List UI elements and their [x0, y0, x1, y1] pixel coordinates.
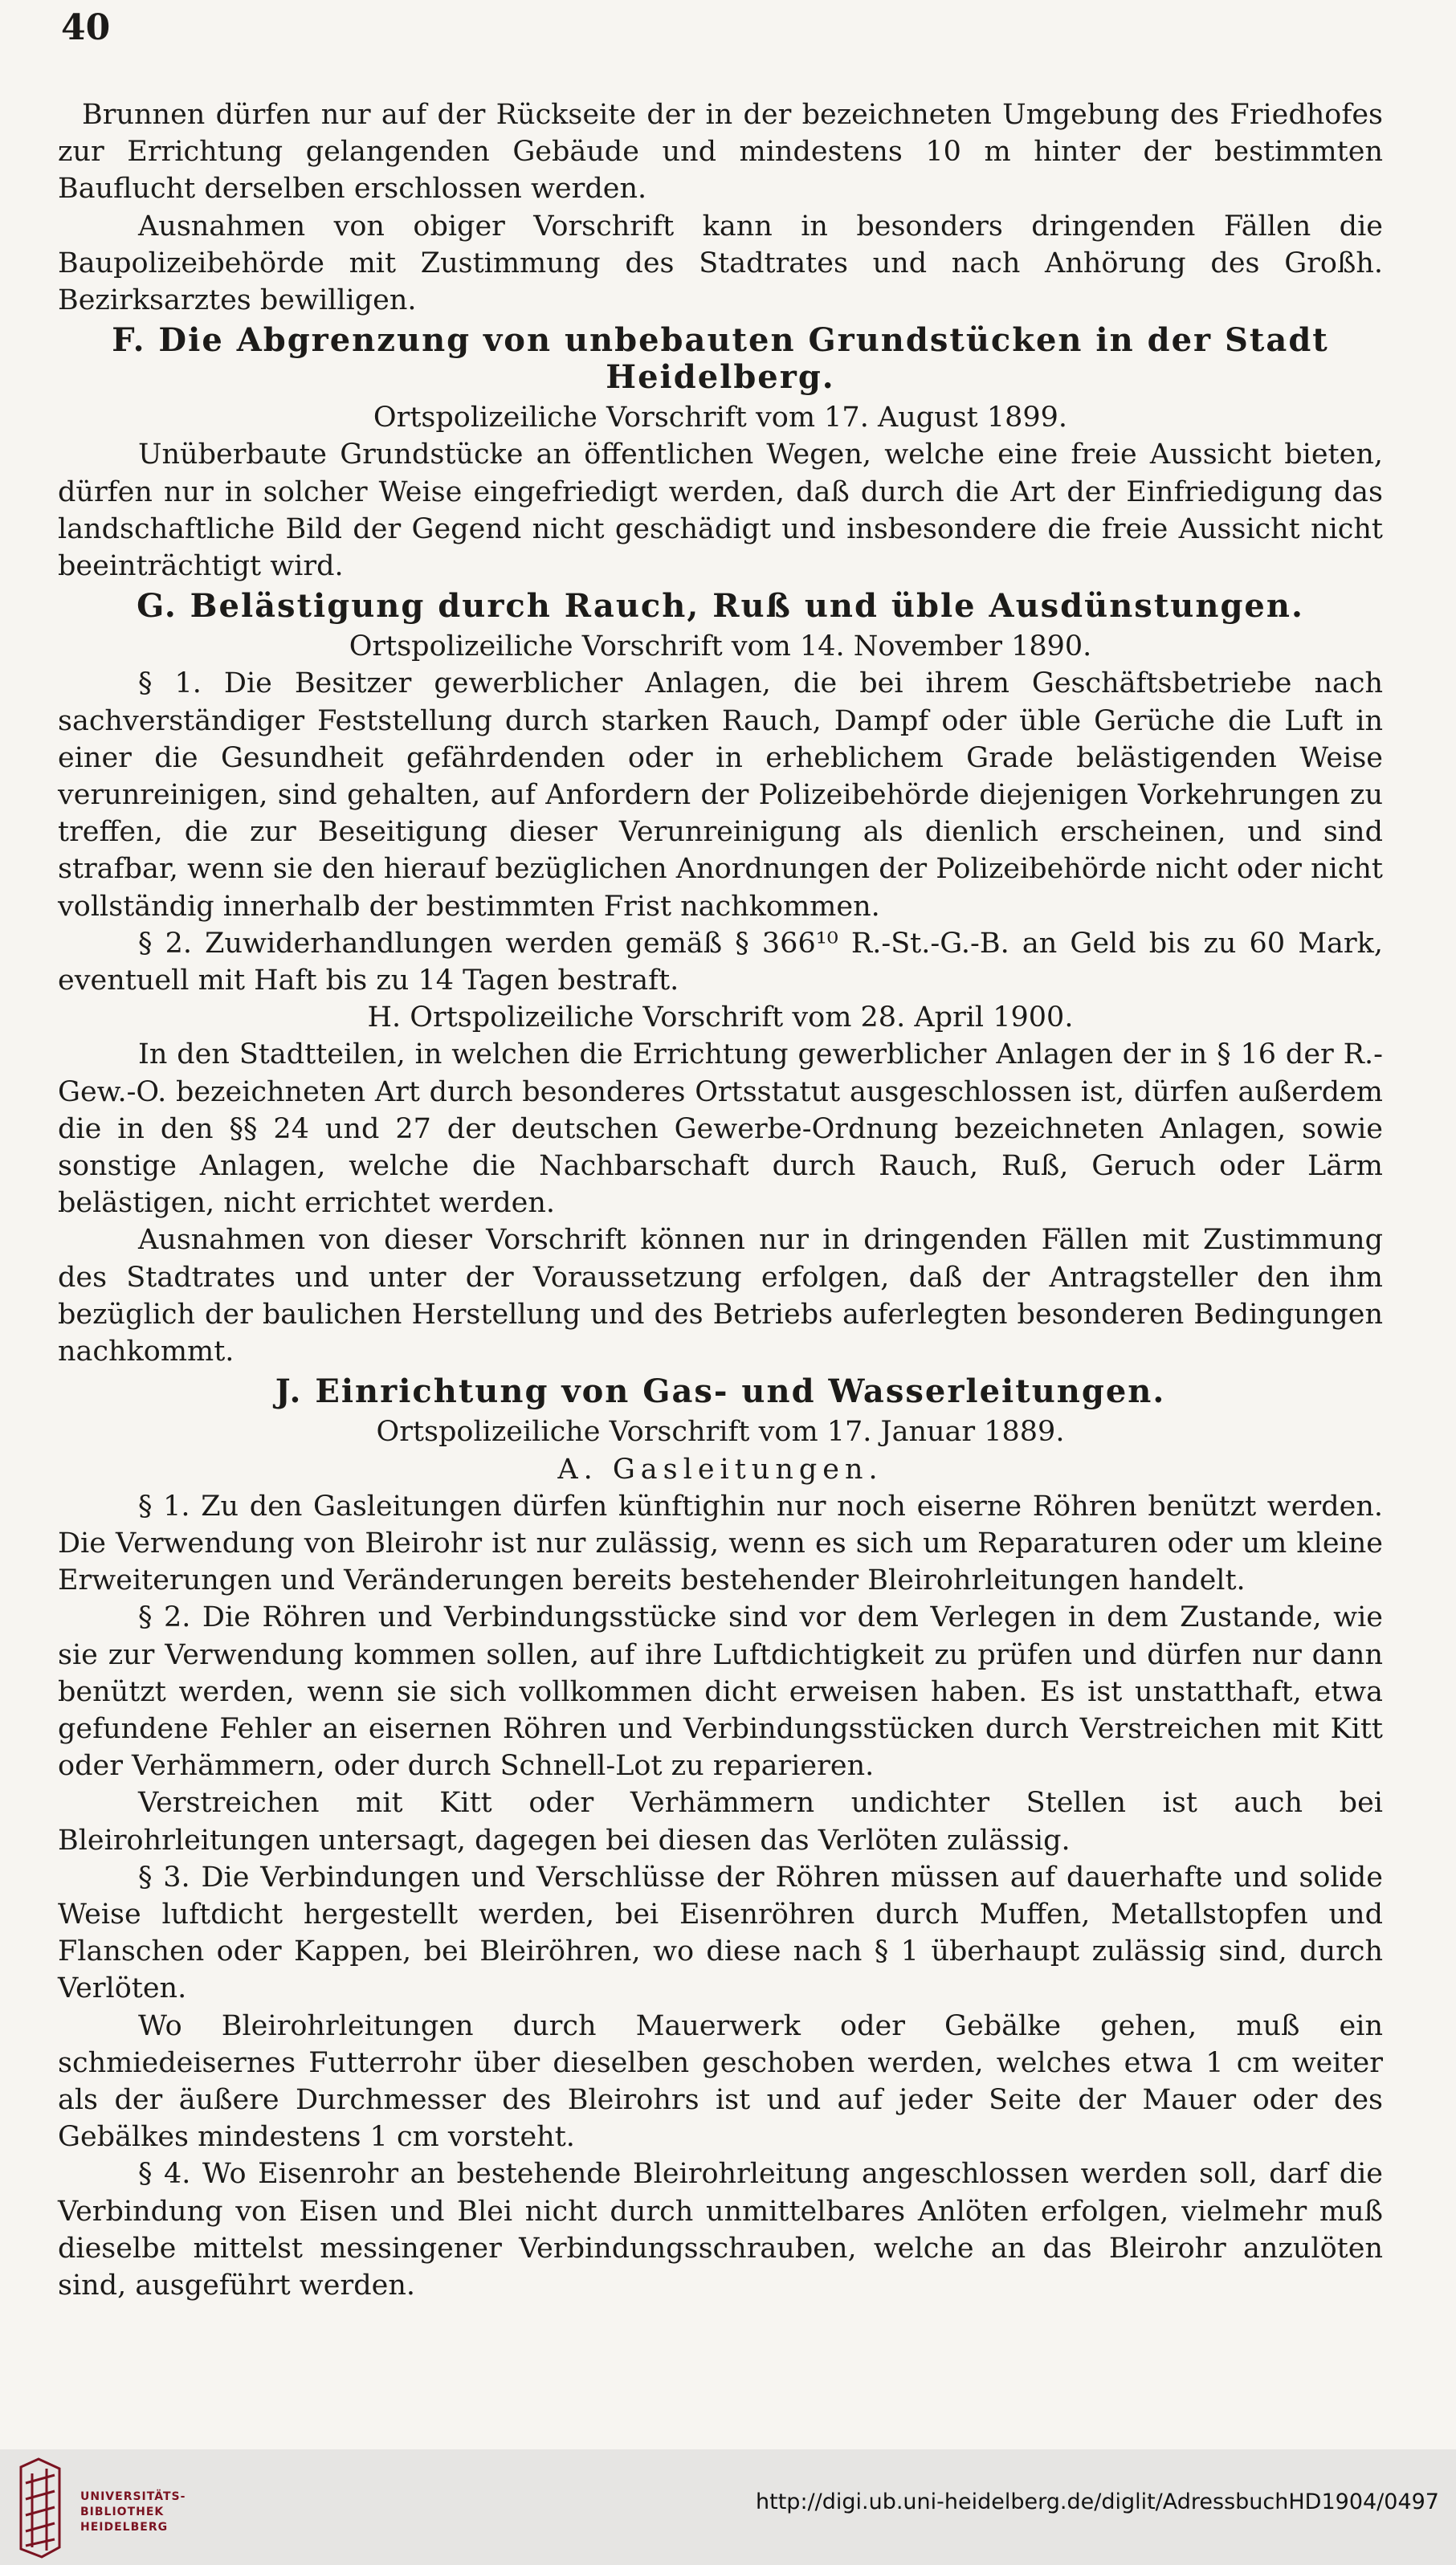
subsection-title: A. Gasleitungen.	[557, 1453, 883, 1486]
regulation-title: Ortspolizeiliche Vorschrift vom 14. November 1890.	[349, 630, 1092, 663]
page-number: 40	[61, 7, 111, 48]
paragraph: Unüberbaute Grundstücke an öffentlichen Wegen, welche eine freie Aussicht bieten, dürfen nur in solcher Weise eingefriedigt werden, daß durch die Art der Einfriedigung das landschaftliche Bild der Gegend nicht geschädigt und insbesondere die freie Aussicht nicht beeinträchtigt wird.	[58, 438, 1383, 583]
footer-bar	[0, 2449, 1456, 2565]
regulation-title: Ortspolizeiliche Vorschrift vom 17. Januar 1889.	[376, 1416, 1065, 1449]
section-heading: J. Einrichtung von Gas- und Wasserleitungen.	[275, 1372, 1166, 1411]
paragraph: Wo Bleirohrleitungen durch Mauerwerk oder Gebälke gehen, muß ein schmiedeisernes Futterrohr über dieselben geschoben werden, welches etwa 1 cm weiter als der äußere Durchmesser des Bleirohrs ist und auf jeder Seite der Mauer oder des Gebälkes mindestens 1 cm vorsteht.	[58, 2009, 1383, 2154]
regulation-title: Ortspolizeiliche Vorschrift vom 17. August 1899.	[373, 402, 1068, 434]
regulation-title: H. Ortspolizeiliche Vorschrift vom 28. April 1900.	[367, 1001, 1074, 1034]
paragraph: § 4. Wo Eisenrohr an bestehende Bleirohrleitung angeschlossen werden soll, darf die Verbindung von Eisen und Blei nicht durch unmittelbares Anlöten erfolgen, vielmehr muß dieselbe mittelst messingener Verbindungsschrauben, welche an das Bleirohr anzulöten sind, ausgeführt werden.	[58, 2158, 1383, 2302]
paragraph: Verstreichen mit Kitt oder Verhämmern undichter Stellen ist auch bei Bleirohrleitungen untersagt, dagegen bei diesen das Verlöten zulässig.	[58, 1787, 1383, 1857]
source-url-link[interactable]: http://digi.ub.uni-heidelberg.de/diglit/AdressbuchHD1904/0497	[756, 2490, 1439, 2514]
paragraph: Ausnahmen von obiger Vorschrift kann in besonders dringenden Fällen die Baupolizeibehörde mit Zustimmung des Stadtrates und nach Anhörung des Großh. Bezirksarztes bewilligen.	[58, 210, 1383, 317]
section-heading: G. Belästigung durch Rauch, Ruß und üble Ausdünstungen.	[137, 587, 1304, 626]
paragraph: § 1. Die Besitzer gewerblicher Anlagen, die bei ihrem Geschäftsbetriebe nach sachverständiger Feststellung durch starken Rauch, Dampf oder üble Gerüche die Luft in einer die Gesundheit gefährdenden oder in erheblichem Grade belästigenden Weise verunreinigen, sind gehalten, auf Anfordern der Polizeibehörde diejenigen Vorkehrungen zu treffen, die zur Beseitigung dieser Verunreinigung als dienlich erscheinen, und sind strafbar, wenn sie den hierauf bezüglichen Anordnungen der Polizeibehörde nicht oder nicht vollständig innerhalb der bestimmten Frist nachkommen.	[58, 667, 1383, 923]
paragraph: § 2. Zuwiderhandlungen werden gemäß § 366¹⁰ R.-St.-G.-B. an Geld bis zu 60 Mark, eventuell mit Haft bis zu 14 Tagen bestraft.	[58, 927, 1383, 997]
library-name-line: UNIVERSITÄTS-	[80, 2490, 186, 2503]
library-name-line: BIBLIOTHEK	[80, 2506, 165, 2518]
paragraph: § 2. Die Röhren und Verbindungsstücke sind vor dem Verlegen in dem Zustande, wie sie zur Verwendung kommen sollen, auf ihre Luftdichtigkeit zu prüfen und dürfen nur dann benützt werden, wenn sie sich vollkommen dicht erweisen haben. Es ist unstatthaft, etwa gefundene Fehler an eisernen Röhren und Verbindungsstücken durch Verstreichen mit Kitt oder Verhämmern, oder durch Schnell-Lot zu reparieren.	[58, 1601, 1383, 1783]
paragraph: § 3. Die Verbindungen und Verschlüsse der Röhren müssen auf dauerhafte und solide Weise luftdicht hergestellt werden, bei Eisenröhren durch Muffen, Metallstopfen und Flanschen oder Kappen, bei Bleiröhren, wo diese nach § 1 überhaupt zulässig sind, durch Verlöten.	[58, 1861, 1383, 2005]
paragraph: § 1. Zu den Gasleitungen dürfen künftighin nur noch eiserne Röhren benützt werden. Die Verwendung von Bleirohr ist nur zulässig, wenn es sich um Reparaturen oder um kleine Erweiterungen und Veränderungen bereits bestehender Bleirohrleitungen handelt.	[58, 1490, 1383, 1597]
paragraph: Ausnahmen von dieser Vorschrift können nur in dringenden Fällen mit Zustimmung des Stadtrates und unter der Voraussetzung erfolgen, daß der Antragsteller den ihm bezüglich der baulichen Herstellung und des Betriebs auferlegten besonderen Bedingungen nachkommt.	[58, 1224, 1383, 1368]
library-name-line: HEIDELBERG	[80, 2521, 169, 2534]
paragraph: In den Stadtteilen, in welchen die Errichtung gewerblicher Anlagen der in § 16 der R.-Gew.-O. bezeichneten Art durch besonderes Ortsstatut ausgeschlossen ist, dürfen außerdem die in den §§ 24 und 27 der deutschen Gewerbe-Ordnung bezeichneten Anlagen, sowie sonstige Anlagen, welche die Nachbarschaft durch Rauch, Ruß, Geruch oder Lärm belästigen, nicht errichtet werden.	[58, 1038, 1383, 1220]
library-name	[80, 2490, 186, 2535]
document-body	[58, 96, 1383, 2304]
paragraph: Brunnen dürfen nur auf der Rückseite der in der bezeichneten Umgebung des Friedhofes zur Errichtung gelangenden Gebäude und mindestens 10 m hinter der bestimmten Bauflucht derselben erschlossen werden.	[58, 99, 1383, 206]
university-seal-icon	[14, 2451, 66, 2563]
section-heading: F. Die Abgrenzung von unbebauten Grundstücken in der Stadt Heidelberg.	[112, 321, 1329, 397]
